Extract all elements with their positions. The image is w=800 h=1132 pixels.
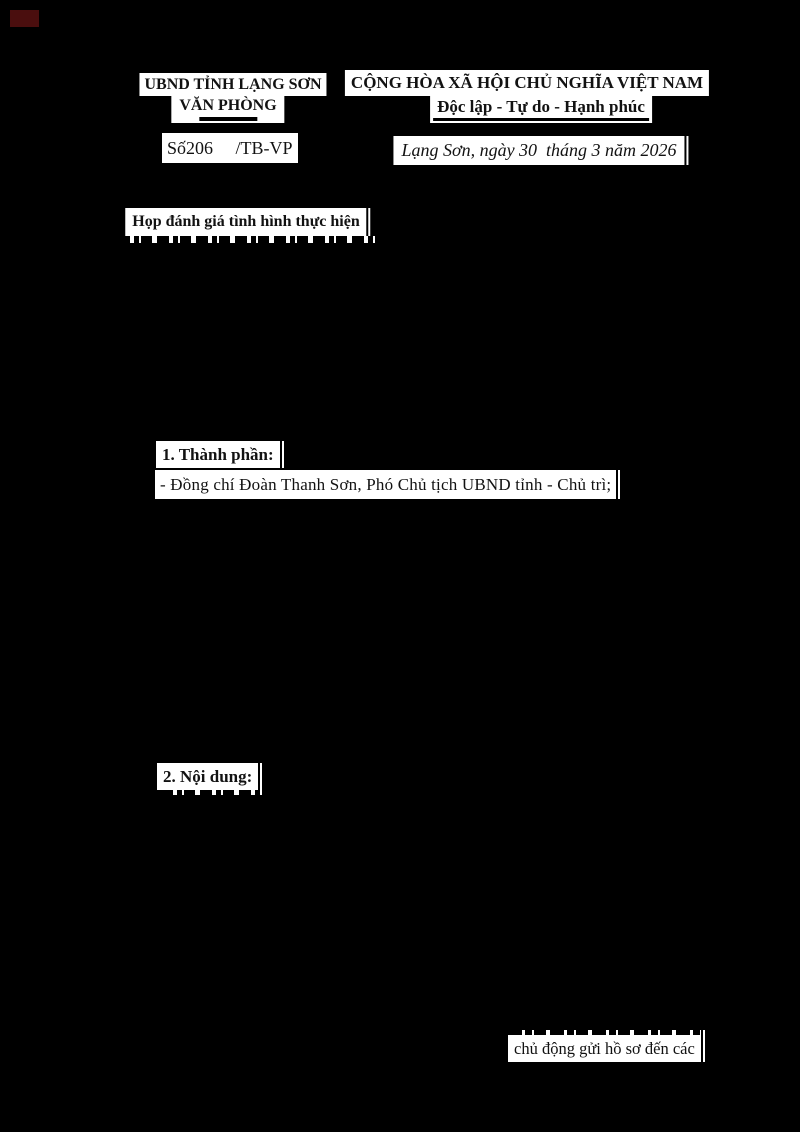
org-name-line1: UBND TỈNH LẠNG SƠN bbox=[139, 73, 326, 96]
footer-line-fragment bbox=[508, 1030, 703, 1062]
national-title-line2 bbox=[430, 96, 652, 123]
section2-heading: 2. Nội dung: bbox=[157, 763, 260, 790]
org-underline bbox=[199, 117, 257, 121]
doc-title: Họp đánh giá tình hình thực hiện bbox=[125, 208, 368, 236]
national-title-line2-text: Độc lập - Tự do - Hạnh phúc bbox=[437, 97, 645, 116]
org-name-line2-text: VĂN PHÒNG bbox=[179, 97, 277, 114]
national-title-line1: CỘNG HÒA XÃ HỘI CHỦ NGHĨA VIỆT NAM bbox=[345, 70, 709, 96]
footer-line-text: chủ động gửi hồ sơ đến các bbox=[514, 1039, 695, 1058]
clipped-line-fragment bbox=[118, 236, 376, 243]
clipped-line-fragment bbox=[161, 790, 266, 795]
org-name-line2 bbox=[171, 96, 284, 123]
red-marker bbox=[10, 10, 39, 27]
date-line: Lạng Sơn, ngày 30 tháng 3 năm 2026 bbox=[393, 136, 686, 165]
participant-line: - Đồng chí Đoàn Thanh Sơn, Phó Chủ tịch UBND tỉnh - Chủ trì; bbox=[155, 470, 618, 499]
national-underline bbox=[433, 118, 649, 121]
doc-number: Số206 /TB-VP bbox=[162, 133, 298, 163]
section1-heading: 1. Thành phần: bbox=[156, 441, 282, 468]
